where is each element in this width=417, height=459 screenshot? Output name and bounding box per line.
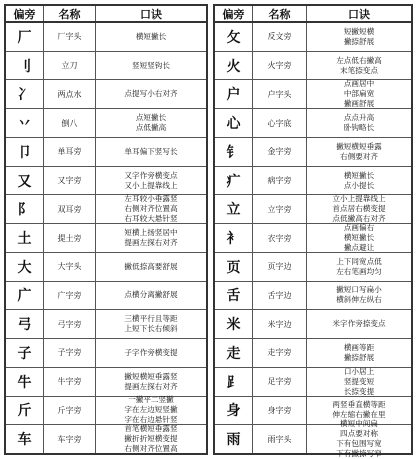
tip-cell: 横短撇长 点小提长 xyxy=(343,170,375,190)
name-cell: 心字底 xyxy=(253,109,307,137)
name-cell: 又字旁 xyxy=(44,167,96,195)
name-cell: 子字旁 xyxy=(44,339,96,367)
name-cell: 舌字边 xyxy=(253,282,307,310)
tip-cell: 三横平行且等距 上短下长右倾斜 xyxy=(124,314,178,334)
tip-cell: 点画居中 中部扁宽 撇画舒展 xyxy=(343,79,375,109)
tip-cell: 竖短竖钩长 xyxy=(132,60,170,70)
tip-cell: 撇短横短垂露竖 提画左探右对齐 xyxy=(124,371,178,391)
header-radical: 偏旁 xyxy=(6,6,44,21)
left-radical-table xyxy=(4,4,208,455)
radical-cell: 斤 xyxy=(6,397,44,425)
name-cell: 厂字头 xyxy=(44,23,96,51)
tip-cell: 短横上扬竖居中 提画左探右对齐 xyxy=(124,228,178,247)
radical-cell: 攵 xyxy=(215,23,253,51)
tip-cell: 横短中间扁 四点要对称 下有包围写宽 下有撇捺写窄 xyxy=(336,419,382,459)
radical-cell: 雨 xyxy=(215,425,253,453)
tip-cell: 首笔横短垂露竖 撇折折短横变提 右侧对齐位置高 xyxy=(124,424,178,454)
header-tip: 口诀 xyxy=(140,7,162,21)
name-cell: 弓字旁 xyxy=(44,310,96,338)
table-row xyxy=(6,195,206,224)
table-row xyxy=(215,138,411,167)
name-cell: 走字旁 xyxy=(253,339,307,367)
tip-cell: 横画等距 撇捺舒展 xyxy=(343,342,375,362)
tip-cell: 横短撇长 xyxy=(135,31,167,41)
tip-cell: 点提写小右对齐 xyxy=(124,89,178,99)
table-row xyxy=(215,282,411,311)
radical-cell: 广 xyxy=(6,282,44,310)
name-cell: 立刀 xyxy=(44,52,96,80)
table-row xyxy=(6,282,206,311)
name-cell: 雨字头 xyxy=(253,425,307,453)
table-header xyxy=(6,6,206,23)
table-row xyxy=(215,80,411,109)
radical-cell: 米 xyxy=(215,310,253,338)
table-row xyxy=(6,425,206,453)
name-cell: 户字头 xyxy=(253,80,307,108)
radical-cell: 火 xyxy=(215,52,253,80)
radical-cell: 钅 xyxy=(215,138,253,166)
tip-cell: 点横分离撇舒展 xyxy=(124,290,178,300)
name-cell: 大字头 xyxy=(44,253,96,281)
tip-cell: 上下同宽点低 左右笔画均匀 xyxy=(336,256,382,276)
tip-cell: 短撇短横 撇捺舒展 xyxy=(343,26,375,46)
table-row xyxy=(6,339,206,368)
header-radical: 偏旁 xyxy=(215,6,253,21)
table-row xyxy=(215,310,411,339)
tip-cell: 左耳较小垂露竖 右侧对齐位置高 右耳较大悬针竖 xyxy=(124,194,178,224)
table-row xyxy=(6,397,206,426)
table-row xyxy=(6,253,206,282)
table-row xyxy=(6,23,206,52)
tip-cell: 点画偏右 横短撇长 撇点避让 xyxy=(343,223,375,253)
radical-cell: 弓 xyxy=(6,310,44,338)
radical-cell: 户 xyxy=(215,80,253,108)
radical-cell: 身 xyxy=(215,397,253,425)
name-cell: 身字旁 xyxy=(253,397,307,425)
name-cell: 车字旁 xyxy=(44,425,96,453)
name-cell: 衣字旁 xyxy=(253,224,307,252)
table-body xyxy=(215,23,411,459)
radical-cell: ⻊ xyxy=(215,368,253,396)
radical-cell: 立 xyxy=(215,195,253,223)
radical-cell: 厂 xyxy=(6,23,44,51)
table-row xyxy=(215,224,411,253)
name-cell: 单耳旁 xyxy=(44,138,96,166)
table-header xyxy=(215,6,411,23)
table-row xyxy=(215,167,411,196)
table-row xyxy=(6,138,206,167)
radical-cell: 页 xyxy=(215,253,253,281)
table-row xyxy=(215,52,411,81)
tip-cell: 口小居上 竖提变短 长捺变提 xyxy=(343,366,375,396)
table-row xyxy=(6,52,206,81)
table-row xyxy=(6,80,206,109)
radical-cell: 大 xyxy=(6,253,44,281)
tip-cell: 撇短横短垂露 右侧要对齐 xyxy=(336,141,382,161)
tip-cell: 左点低右撇高 末笔捺变点 xyxy=(336,55,382,75)
radical-cell: 土 xyxy=(6,224,44,252)
name-cell: 牛字旁 xyxy=(44,368,96,396)
name-cell: 足字旁 xyxy=(253,368,307,396)
radical-cell: 衤 xyxy=(215,224,253,252)
table-row xyxy=(6,167,206,196)
name-cell: 斤字旁 xyxy=(44,397,96,425)
name-cell: 金字旁 xyxy=(253,138,307,166)
table-row xyxy=(215,109,411,138)
table-row xyxy=(6,224,206,253)
radical-cell: 刂 xyxy=(6,52,44,80)
tip-cell: 点短撇长 点低撇高 xyxy=(135,113,167,133)
table-row xyxy=(215,253,411,282)
header-name: 名称 xyxy=(44,6,96,21)
radical-cell: 阝 xyxy=(6,195,44,223)
tip-cell: 单耳偏下竖写长 xyxy=(124,146,178,156)
name-cell: 米字边 xyxy=(253,310,307,338)
header-name: 名称 xyxy=(253,6,307,21)
tip-cell: 子字作旁横变提 xyxy=(124,347,178,357)
name-cell: 两点水 xyxy=(44,80,96,108)
radical-cell: 卩 xyxy=(6,138,44,166)
name-cell: 广字旁 xyxy=(44,282,96,310)
table-row xyxy=(215,368,411,397)
name-cell: 页字边 xyxy=(253,253,307,281)
radical-cell: 牛 xyxy=(6,368,44,396)
tip-cell: 撇短口写扁小 横斜伸左纵右 xyxy=(336,285,382,305)
tip-cell: 一撇平二竖撇 字在左边短竖撇 字在右边悬针竖 xyxy=(124,395,178,425)
name-cell: 火字旁 xyxy=(253,52,307,80)
name-cell: 反文旁 xyxy=(253,23,307,51)
tip-cell: 米字作旁捺变点 xyxy=(332,319,386,329)
radical-cell: 冫 xyxy=(6,80,44,108)
table-body xyxy=(6,23,206,453)
name-cell: 双耳旁 xyxy=(44,195,96,223)
table-row xyxy=(6,310,206,339)
tip-cell: 点点升高 卧钩略长 xyxy=(343,113,375,133)
table-row xyxy=(6,368,206,397)
tip-cell: 又字作旁横变点 又小上提靠线上 xyxy=(124,170,178,190)
name-cell: 提土旁 xyxy=(44,224,96,252)
right-radical-table xyxy=(213,4,413,459)
radical-cell: 舌 xyxy=(215,282,253,310)
table-row xyxy=(215,339,411,368)
radical-cell: 又 xyxy=(6,167,44,195)
radical-cell: 丷 xyxy=(6,109,44,137)
name-cell: 立字旁 xyxy=(253,195,307,223)
radical-cell: 心 xyxy=(215,109,253,137)
table-row xyxy=(215,195,411,224)
table-row xyxy=(215,419,411,459)
table-row xyxy=(6,109,206,138)
tip-cell: 两竖垂直横等距 伸左缩右撇在里 xyxy=(332,400,386,420)
table-row xyxy=(215,23,411,52)
radical-cell: 子 xyxy=(6,339,44,367)
radical-cell: 走 xyxy=(215,339,253,367)
radical-cell: 疒 xyxy=(215,167,253,195)
radical-cell: 车 xyxy=(6,425,44,453)
name-cell: 病字旁 xyxy=(253,167,307,195)
header-tip: 口诀 xyxy=(348,7,370,21)
tip-cell: 撇低捺高要舒展 xyxy=(124,261,178,271)
name-cell: 倒八 xyxy=(44,109,96,137)
tip-cell: 立小上提靠线上 首点居右横变提 点低撇高右对齐 xyxy=(332,194,386,224)
